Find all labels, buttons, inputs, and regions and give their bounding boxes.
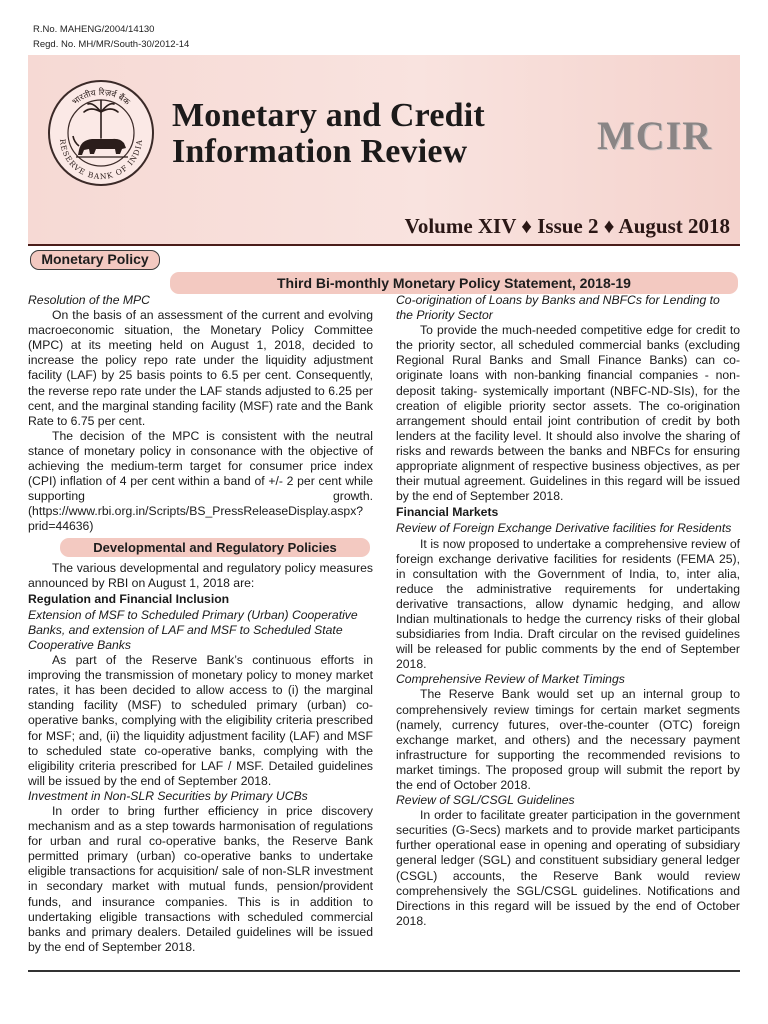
section-tab-monetary-policy: Monetary Policy (30, 250, 160, 270)
right-column (396, 293, 740, 929)
section-bar-developmental: Developmental and Regulatory Policies (60, 538, 370, 557)
subheading-sgl-csgl: Review of SGL/CSGL Guidelines (396, 793, 575, 808)
paragraph: On the basis of an assessment of the current and evolving macroeconomic situation, the Monetary Policy Committee (MPC) at its meeting held on August 1, 2018, decided to increase the policy repo rate under the liquidity adjustment facility (LAF) by 25 basis points to 6.5 per cent. Consequently, the reverse repo rate under the LAF stands adjusted to 6.25 per cent, and the marginal standing facility (MSF) rate and the Bank Rate to 6.75 per cent. (28, 308, 373, 428)
paragraph: In order to bring further efficiency in price discovery mechanism and as a step towards harmonisation of regulations for urban and rural co-operative banks, the Reserve Bank permitted primary (urban) co-operative banks to undertake eligible transactions for acquisition/ sale of non-SLR investment in secondary market with mutual funds, pension/provident funds, and insurance companies. This is in addition to undertaking eligible transactions with scheduled commercial banks and primary dealers. Detailed guidelines will be issued by the end of September 2018. (28, 804, 373, 954)
rbi-seal-logo (46, 78, 156, 188)
heading-regulation-financial-inclusion: Regulation and Financial Inclusion (28, 591, 230, 606)
paragraph: The decision of the MPC is consistent with the neutral stance of monetary policy in consonance with the objective of achieving the medium-term target for consumer price index (CPI) inflation of 4 per cent within a band of +/- 2 per cent while supporting growth. (https://www.rbi.org.in/Scripts/BS_PressReleaseDisplay.aspx?prid=44636) (28, 428, 373, 534)
svg-text:RESERVE BANK OF INDIA: RESERVE BANK OF INDIA (57, 138, 145, 182)
paragraph: The Reserve Bank would set up an internal group to comprehensively review timings for certain market segments (namely, currency futures, over-the-counter (OTC) foreign exchange market, and others) and the necessary payment infrastructure for supporting the recommended revisions to market timings. The proposed group will submit the report by the end of October 2018. (396, 687, 740, 792)
left-column (28, 293, 373, 955)
heading-financial-markets: Financial Markets (396, 505, 499, 520)
subheading-resolution-mpc: Resolution of the MPC (28, 293, 150, 307)
bottom-divider (28, 970, 740, 972)
subheading-forex-derivatives: Review of Foreign Exchange Derivative facilities for Residents (396, 521, 732, 536)
paragraph: To provide the much-needed competitive edge for credit to the priority sector, all scheduled commercial banks (excluding Regional Rural Banks and Small Finance Banks) can co-originate loans with non-banking financial companies - non-deposit taking- systemically important (NBFC-ND-SIs), for the creation of eligible priority sector assets. The co-origination arrangement should entail joint contribution of credit by both lenders at the facility level. It should also involve the sharing of risks and rewards between the banks and NBFCs for ensuring appropriate alignment of respective business objectives, as per their mutual agreement. Guidelines in this regard will be issued by the end of September 2018. (396, 323, 740, 504)
subheading-non-slr: Investment in Non-SLR Securities by Primary UCBs (28, 788, 308, 803)
publication-title (172, 98, 485, 170)
acronym-mcir: MCIR (597, 113, 713, 158)
paragraph: In order to facilitate greater participation in the government securities (G-Secs) markets and to provide market participants further operational ease in opening and operating of subsidiary general ledger (SGL) and constituent subsidiary general ledger (CSGL) accounts, the Reserve Bank would review comprehensively the SGL/CSGL guidelines. Notifications and Directions in this regard will be issued by the end of October 2018. (396, 808, 740, 928)
title-line-1: Monetary and Credit (172, 97, 485, 134)
registration-block (33, 22, 189, 52)
regd-text: Regd. No. MH/MR/South-30/2012-14 (33, 39, 190, 50)
masthead-divider (28, 244, 740, 246)
subheading-co-origination: Co-origination of Loans by Banks and NBFCs for Lending to the Priority Sector (396, 293, 720, 323)
title-line-2: Information Review (172, 133, 468, 170)
paragraph: It is now proposed to undertake a comprehensive review of foreign exchange derivative facilities for residents (FEMA 25), in consultation with the Government of India, to, inter alia, reduce the administrative requirements for undertaking derivative transactions, allow dynamic hedging, and allow Indian multinationals to hedge the currency risks of their global subsidiaries from India. Draft circular on the revised guidelines will be released for public comments by the end of September 2018. (396, 536, 740, 672)
section-title-bar: Third Bi-monthly Monetary Policy Statement, 2018-19 (170, 272, 738, 294)
subheading-market-timings: Comprehensive Review of Market Timings (396, 672, 625, 687)
paragraph: As part of the Reserve Bank’s continuous efforts in improving the transmission of monetary policy to money market rates, it has been decided to allow access to (i) the marginal standing facility (MSF) to scheduled primary (urban) co-operative banks, complying with the eligibility criteria prescribed for MSF; and, (ii) the liquidity adjustment facility (LAF) and MSF to scheduled state co-operative banks, complying with the eligibility criteria prescribed for LAF / MSF. Detailed guidelines will be issued by the end of September 2018. (28, 653, 373, 788)
svg-text:भारतीय रिज़र्व बैंक: भारतीय रिज़र्व बैंक (70, 87, 132, 108)
paragraph: The various developmental and regulatory policy measures announced by RBI on August 1, 2018 are: (28, 560, 373, 590)
volume-issue-date: Volume XIV ♦ Issue 2 ♦ August 2018 (404, 214, 730, 238)
rno-text: R.No. MAHENG/2004/14130 (33, 24, 155, 35)
subheading-msf-extension: Extension of MSF to Scheduled Primary (Urban) Cooperative Banks, and extension of LAF and MSF to Scheduled State Cooperative Banks (28, 607, 358, 652)
